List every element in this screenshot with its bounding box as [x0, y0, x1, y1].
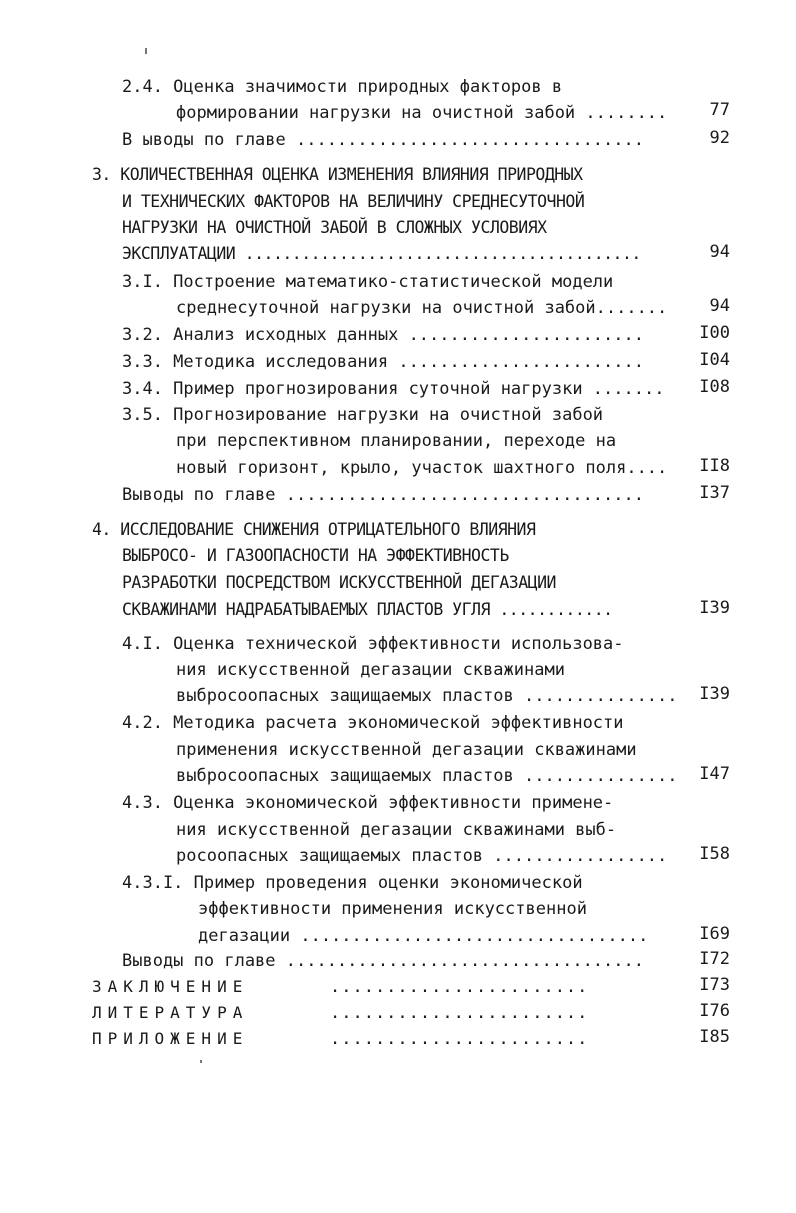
toc-entry-appendix: ПРИЛОЖЕНИЕ: [92, 1029, 249, 1048]
scan-speck: [200, 1060, 202, 1063]
toc-entry-4-1-line2: ния искусственной дегазации скважинами: [176, 660, 565, 680]
toc-chapter-3-line1: 3. КОЛИЧЕСТВЕННАЯ ОЦЕНКА ИЗМЕНЕНИЯ ВЛИЯНИЯ ПРИРОДНЫХ: [92, 165, 583, 184]
toc-entry-4-2-line2: применения искусственной дегазации скважинами: [176, 740, 637, 760]
toc-entry-3-5-line2: при перспективном планировании, переходе на: [176, 431, 617, 451]
toc-page-number: 94: [709, 242, 730, 262]
toc-page-number: I73: [699, 975, 730, 995]
toc-chapter-3-line2: И ТЕХНИЧЕСКИХ ФАКТОРОВ НА ВЕЛИЧИНУ СРЕДНЕСУТОЧНОЙ: [122, 192, 585, 211]
toc-entry-4-3-1-line2: эффективности применения искусственной: [198, 899, 587, 919]
toc-entry-3-4: 3.4. Пример прогнозирования суточной нагрузки .......: [122, 379, 665, 399]
toc-page-number: I37: [699, 483, 730, 503]
toc-entry-4-3-line2: ния искусственной дегазации скважинами выб-: [176, 820, 617, 840]
toc-entry-4-1-line3: выбросоопасных защищаемых пластов ...............: [176, 686, 678, 706]
toc-page-number: I47: [699, 764, 730, 784]
toc-page-number: I00: [699, 323, 730, 343]
toc-page-number: I04: [699, 350, 730, 370]
toc-page-number: I08: [699, 377, 730, 397]
toc-dot-leader: .......................: [330, 1029, 589, 1049]
toc-entry-references: ЛИТЕРАТУРА: [92, 1003, 249, 1022]
toc-dot-leader: .......................: [330, 977, 589, 997]
toc-entry-4-2-line3: выбросоопасных защищаемых пластов ...............: [176, 766, 678, 786]
toc-page-number: II8: [699, 456, 730, 476]
toc-page-number: I39: [699, 684, 730, 704]
toc-entry-conclusions-ch3: Выводы по главе ...................................: [122, 485, 644, 505]
toc-chapter-4-line4: СКВАЖИНАМИ НАДРАБАТЫВАЕМЫХ ПЛАСТОВ УГЛЯ ............: [122, 600, 613, 619]
toc-page-number: I58: [699, 844, 730, 864]
toc-entry-4-1-line1: 4.I. Оценка технической эффективности использова-: [122, 634, 624, 654]
toc-page-number: I69: [699, 924, 730, 944]
toc-chapter-3-line4: ЭКСПЛУАТАЦИИ ..........................................: [122, 244, 641, 263]
toc-page-number: I39: [699, 598, 730, 618]
toc-entry-2-4-line2: формировании нагрузки на очистной забой ........: [176, 103, 668, 123]
toc-entry-3-1-line1: 3.I. Построение математико-статистической модели: [122, 272, 614, 292]
toc-page-number: I85: [699, 1027, 730, 1047]
toc-page-number: 94: [709, 296, 730, 316]
toc-entry-3-1-line2: среднесуточной нагрузки на очистной забой.......: [176, 298, 668, 318]
toc-entry-3-5-line3: новый горизонт, крыло, участок шахтного поля....: [176, 458, 668, 478]
toc-entry-3-2: 3.2. Анализ исходных данных .......................: [122, 325, 644, 345]
toc-entry-4-2-line1: 4.2. Методика расчета экономической эффективности: [122, 713, 624, 733]
toc-page-number: I72: [699, 949, 730, 969]
toc-chapter-3-line3: НАГРУЗКИ НА ОЧИСТНОЙ ЗАБОЙ В СЛОЖНЫХ УСЛОВИЯХ: [122, 218, 547, 237]
toc-entry-3-3: 3.3. Методика исследования ........................: [122, 352, 644, 372]
toc-page-number: 92: [709, 128, 730, 148]
toc-chapter-4-line1: 4. ИССЛЕДОВАНИЕ СНИЖЕНИЯ ОТРИЦАТЕЛЬНОГО ВЛИЯНИЯ: [92, 520, 536, 539]
toc-entry-conclusions-ch4: Выводы по главе ...................................: [122, 951, 644, 971]
toc-page-number: 77: [709, 100, 730, 120]
toc-entry-conclusion: ЗАКЛЮЧЕНИЕ: [92, 977, 249, 996]
scan-speck: [145, 48, 147, 54]
toc-entry-4-3-line1: 4.3. Оценка экономической эффективности примене-: [122, 793, 614, 813]
toc-entry-3-5-line1: 3.5. Прогнозирование нагрузки на очистной забой: [122, 405, 604, 425]
toc-entry-4-3-1-line1: 4.3.I. Пример проведения оценки экономической: [122, 873, 583, 893]
toc-entry-4-3-line3: росоопасных защищаемых пластов .................: [176, 846, 668, 866]
toc-entry-conclusions-ch2: В ыводы по главе ..................................: [122, 130, 644, 150]
toc-entry-2-4-line1: 2.4. Оценка значимости природных факторов в: [122, 77, 563, 97]
toc-chapter-4-line2: ВЫБРОСО- И ГАЗООПАСНОСТИ НА ЭФФЕКТИВНОСТЬ: [122, 546, 509, 565]
toc-chapter-4-line3: РАЗРАБОТКИ ПОСРЕДСТВОМ ИСКУССТВЕННОЙ ДЕГАЗАЦИИ: [122, 573, 556, 592]
toc-dot-leader: .......................: [330, 1003, 589, 1023]
toc-entry-4-3-1-line3: дегазации ..................................: [198, 926, 649, 946]
toc-page-number: I76: [699, 1001, 730, 1021]
